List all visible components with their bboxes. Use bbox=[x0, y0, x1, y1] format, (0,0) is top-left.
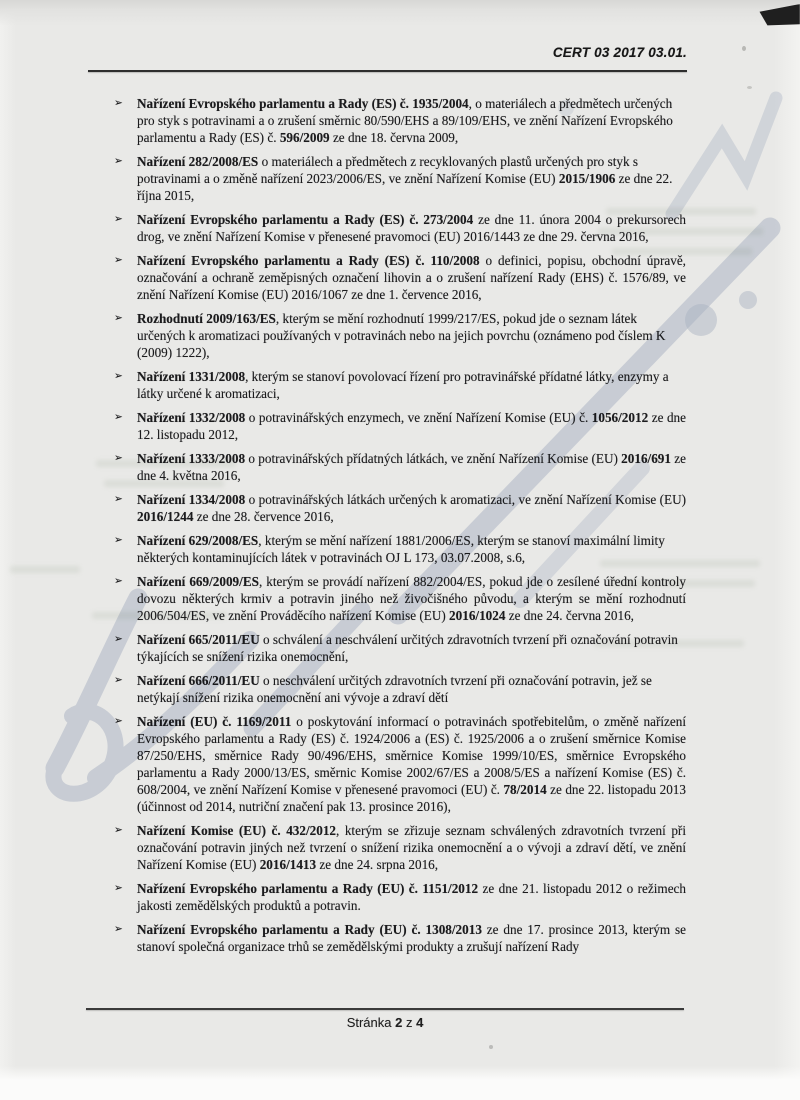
arrow-bullet-icon: ➢ bbox=[114, 452, 123, 464]
footer-rule bbox=[86, 1008, 684, 1010]
footer-page-number: 2 bbox=[395, 1015, 403, 1030]
arrow-bullet-icon: ➢ bbox=[114, 534, 123, 546]
item-text: Nařízení 629/2008/ES, kterým se mění nařízení 1881/2006/ES, kterým se stanoví maximální limity některých kontaminujících látek v potravinách OJ L 173, 03.07.2008, s.6, bbox=[137, 533, 665, 565]
list-item bbox=[114, 450, 686, 484]
list-item bbox=[114, 252, 686, 303]
list-item bbox=[114, 153, 686, 204]
item-text: Nařízení 282/2008/ES o materiálech a předmětech z recyklovaných plastů určených pro styk s potravinami a o změně nařízení 2023/2006/ES, ve znění Nařízení Komise (EU) 2015/1906 ze dne 22. října 2015, bbox=[137, 154, 673, 203]
arrow-bullet-icon: ➢ bbox=[114, 97, 123, 109]
arrow-bullet-icon: ➢ bbox=[114, 824, 123, 836]
footer-page-label: Stránka bbox=[346, 1015, 396, 1030]
arrow-bullet-icon: ➢ bbox=[114, 674, 123, 686]
arrow-bullet-icon: ➢ bbox=[114, 715, 123, 727]
list-item bbox=[114, 310, 686, 361]
header-rule bbox=[88, 70, 687, 72]
item-text: Nařízení Evropského parlamentu a Rady (EU) č. 1308/2013 ze dne 17. prosince 2013, kterým se stanoví společná organizace trhů se zemědělskými produkty a zrušují nařízení Rady bbox=[137, 922, 686, 954]
list-item bbox=[114, 573, 686, 624]
arrow-bullet-icon: ➢ bbox=[114, 575, 123, 587]
list-item bbox=[114, 921, 686, 955]
bleed-through-blob bbox=[10, 566, 80, 573]
item-text: Nařízení Komise (EU) č. 432/2012, kterým se zřizuje seznam schválených zdravotních tvrzení při označování potravin jiných než tvrzení o snížení rizika onemocnění a o vývoji a zdraví dětí, ve znění Nařízení Komise (EU) 2016/1413 ze dne 24. srpna 2016, bbox=[137, 823, 686, 872]
document-code: CERT 03 2017 03.01. bbox=[552, 45, 687, 60]
list-item bbox=[114, 368, 686, 402]
list-item bbox=[114, 95, 686, 146]
list-item bbox=[114, 713, 686, 815]
item-text: Nařízení Evropského parlamentu a Rady (ES) č. 273/2004 ze dne 11. února 2004 o prekursorech drog, ve znění Nařízení Komise v přenesené pravomoci (EU) 2016/1443 ze dne 29. června 2016, bbox=[137, 212, 686, 244]
item-text: Rozhodnutí 2009/163/ES, kterým se mění rozhodnutí 1999/217/ES, pokud jde o seznam látek určených k aromatizaci používaných v potravinách nebo na jejich povrchu (oznámeno pod číslem K (2009) 1222), bbox=[137, 311, 666, 360]
scan-corner-shadow bbox=[756, 4, 800, 30]
list-item bbox=[114, 491, 686, 525]
list-item bbox=[114, 631, 686, 665]
footer-separator: z bbox=[402, 1015, 417, 1030]
arrow-bullet-icon: ➢ bbox=[114, 213, 123, 225]
item-text: Nařízení 665/2011/EU o schválení a neschválení určitých zdravotních tvrzení při označování potravin týkajících se snížení rizika onemocnění, bbox=[137, 632, 678, 664]
list-item bbox=[114, 880, 686, 914]
regulation-list bbox=[114, 95, 686, 962]
scan-speck bbox=[747, 86, 752, 89]
item-text: Nařízení Evropského parlamentu a Rady (EU) č. 1151/2012 ze dne 21. listopadu 2012 o režimech jakosti zemědělských produktů a potravin. bbox=[137, 881, 686, 913]
list-item bbox=[114, 532, 686, 566]
page-footer bbox=[86, 1015, 684, 1030]
item-text: Nařízení 669/2009/ES, kterým se provádí nařízení 882/2004/ES, pokud jde o zesílené úřední kontroly dovozu některých krmiv a potravin jiného než živočišného původu, a kterým se mění rozhodnutí 2006/504/ES, ve znění Prováděcího nařízení Komise (EU) 2016/1024 ze dne 24. června 2016, bbox=[137, 574, 686, 623]
scan-speck bbox=[742, 46, 746, 51]
item-text: Nařízení (EU) č. 1169/2011 o poskytování informací o potravinách spotřebitelům, o změně nařízení Evropského parlamentu a Rady (ES) č. 1924/2006 a (ES) č. 1925/2006 a o zrušení směrnice Komise 87/250/EHS, směrnice Rady 90/496/EHS, směrnice Komise 1999/10/ES, směrnice Evropského parlamentu a Rady 2000/13/ES, směrnic Komise 2002/67/ES a 2008/5/ES a nařízení Komise (ES) č. 608/2004, ve znění Nařízení Komise v přenesené pravomoci (EU) č. 78/2014 ze dne 22. listopadu 2013 (účinnost od 2014, nutriční značení pak 13. prosince 2016), bbox=[137, 714, 686, 814]
arrow-bullet-icon: ➢ bbox=[114, 633, 123, 645]
arrow-bullet-icon: ➢ bbox=[114, 923, 123, 935]
item-text: Nařízení Evropského parlamentu a Rady (ES) č. 1935/2004, o materiálech a předmětech určených pro styk s potravinami a o zrušení směrnic 80/590/EHS a 89/109/EHS, ve znění Nařízení Evropského parlamentu a Rady (ES) č. 596/2009 ze dne 18. června 2009, bbox=[137, 96, 673, 145]
item-text: Nařízení 1331/2008, kterým se stanoví povolovací řízení pro potravinářské přídatné látky, enzymy a látky určené k aromatizaci, bbox=[137, 369, 669, 401]
item-text: Nařízení 1333/2008 o potravinářských přídatných látkách, ve znění Nařízení Komise (EU) 2016/691 ze dne 4. května 2016, bbox=[137, 451, 686, 483]
scan-speck bbox=[489, 1045, 493, 1049]
item-text: Nařízení 1332/2008 o potravinářských enzymech, ve znění Nařízení Komise (EU) č. 1056/2012 ze dne 12. listopadu 2012, bbox=[137, 410, 686, 442]
arrow-bullet-icon: ➢ bbox=[114, 493, 123, 505]
list-item bbox=[114, 672, 686, 706]
arrow-bullet-icon: ➢ bbox=[114, 254, 123, 266]
arrow-bullet-icon: ➢ bbox=[114, 312, 123, 324]
item-text: Nařízení 1334/2008 o potravinářských látkách určených k aromatizaci, ve znění Nařízení Komise (EU) 2016/1244 ze dne 28. července 2016, bbox=[137, 492, 686, 524]
list-item bbox=[114, 211, 686, 245]
arrow-bullet-icon: ➢ bbox=[114, 411, 123, 423]
item-text: Nařízení 666/2011/EU o neschválení určitých zdravotních tvrzení při označování potravin, jež se netýkají snížení rizika onemocnění ani vývoje a zdraví dětí bbox=[137, 673, 652, 705]
arrow-bullet-icon: ➢ bbox=[114, 370, 123, 382]
list-item bbox=[114, 822, 686, 873]
footer-total-pages: 4 bbox=[416, 1015, 424, 1030]
arrow-bullet-icon: ➢ bbox=[114, 155, 123, 167]
arrow-bullet-icon: ➢ bbox=[114, 882, 123, 894]
item-text: Nařízení Evropského parlamentu a Rady (ES) č. 110/2008 o definici, popisu, obchodní úpravě, označování a ochraně zeměpisných označení lihovin a o zrušení nařízení Rady (EHS) č. 1576/89, ve znění Nařízení Komise (EU) 2016/1067 ze dne 1. července 2016, bbox=[137, 253, 686, 302]
list-item bbox=[114, 409, 686, 443]
